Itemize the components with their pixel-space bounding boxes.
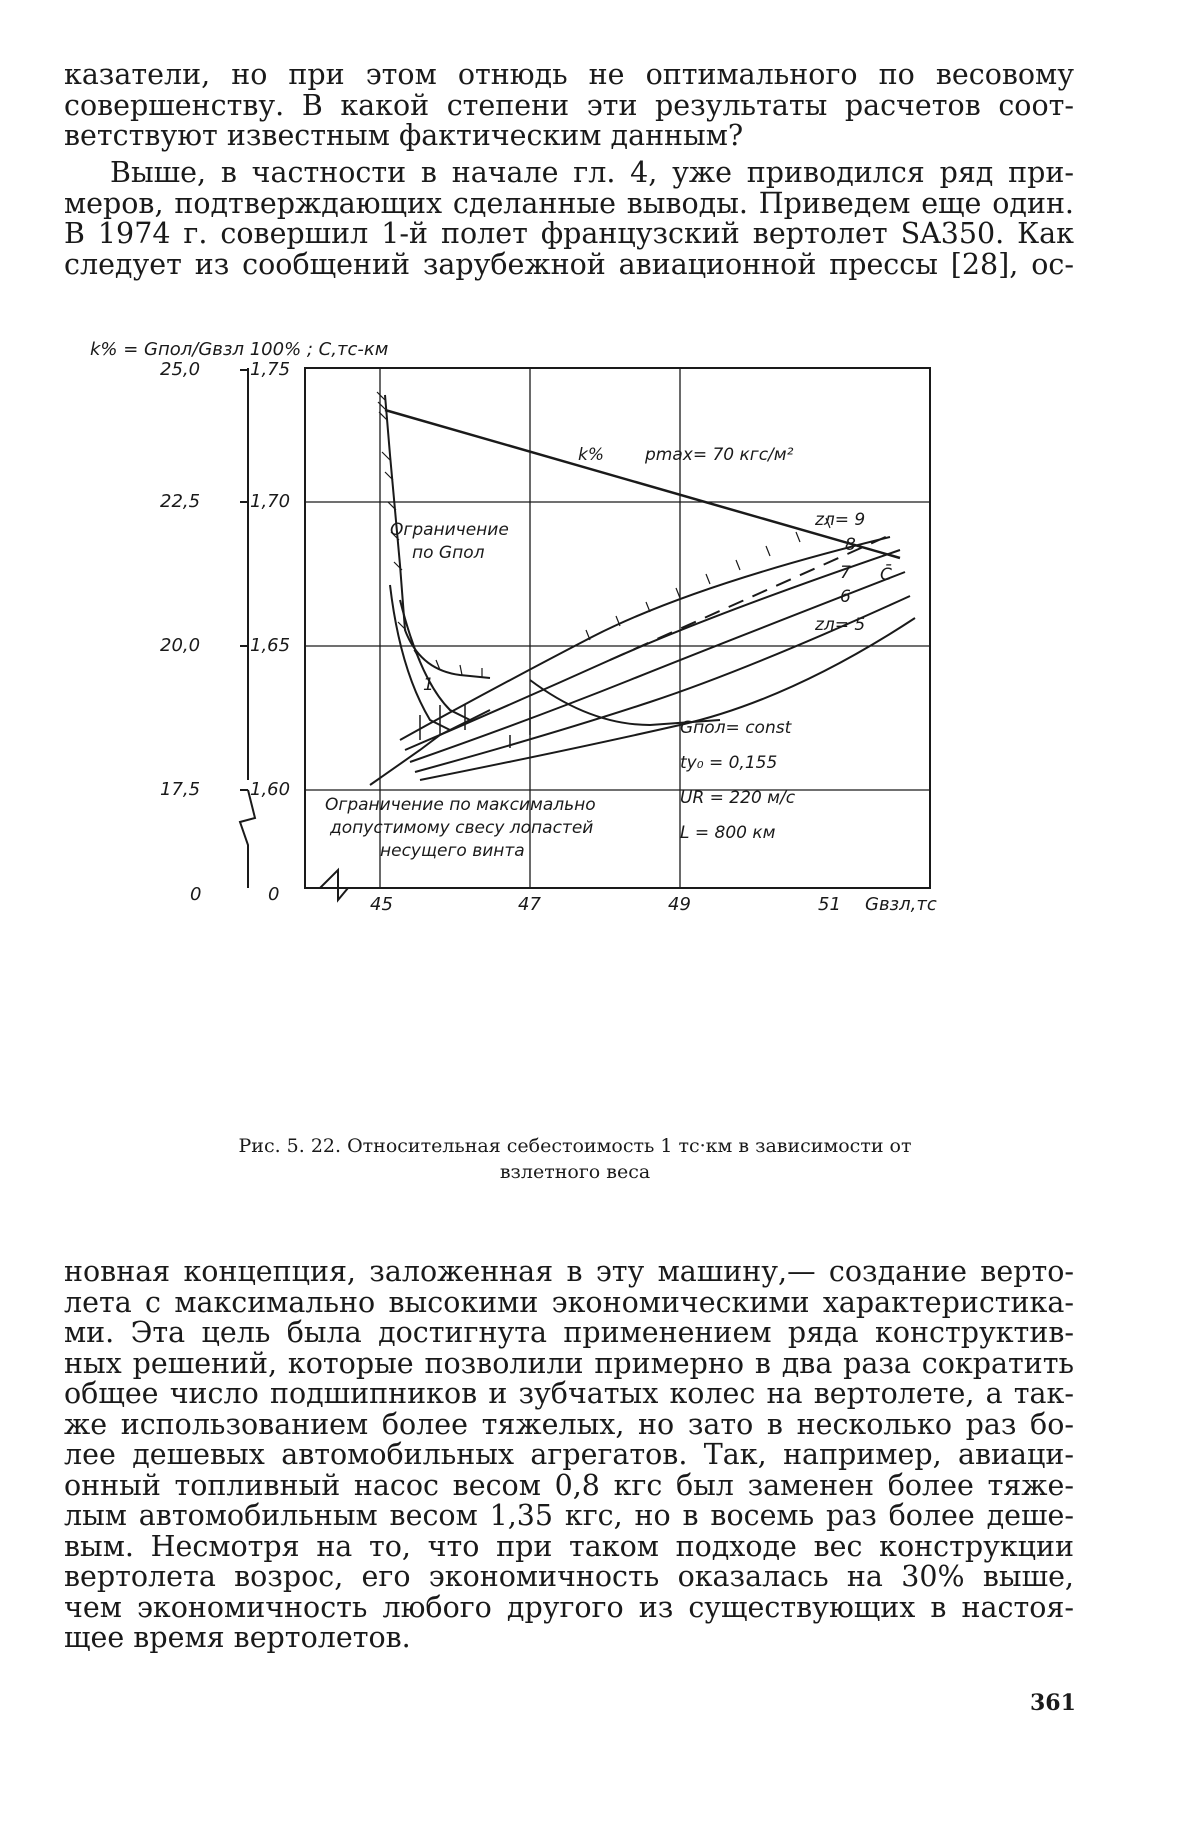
text-line: вым. Несмотря на то, что при таком подходе вес конструкции: [64, 1529, 1074, 1563]
text-line: щее время вертолетов.: [64, 1621, 411, 1654]
text-line: вертолета возрос, его экономичность оказалась на 30% выше,: [64, 1560, 1074, 1593]
low-weight-curve-2: [400, 600, 470, 720]
curve-zl-5: [420, 618, 915, 780]
caption-line: Рис. 5. 22. Относительная себестоимость 1 тс·км в зависимости от: [238, 1135, 912, 1157]
text-line: лым автомобильным весом 1,35 кгс, но в восемь раз более деше-: [64, 1499, 1074, 1532]
text-line: же использованием более тяжелых, но зато в несколько раз бо-: [64, 1407, 1074, 1441]
low-weight-curve: [390, 585, 450, 730]
limit-blade-cross: [420, 705, 530, 748]
label-limit-blade: Ограничение по максимально: [325, 795, 596, 815]
x-tick-label: 45: [370, 894, 393, 915]
text-line: общее число подшипников и зубчатых колес на вертолете, а так-: [64, 1377, 1074, 1410]
page-number: 361: [1030, 1690, 1076, 1716]
x-tick-label: 47: [518, 894, 541, 915]
label-limit-blade: допустимому свесу лопастей: [330, 818, 594, 838]
label-limit-gpol: по Gпол: [412, 543, 485, 563]
y-tick-label-c: 1,65: [250, 635, 291, 656]
ylabel-text: k% = Gпол/Gвзл 100% ; C̄,тс-км: [90, 340, 389, 360]
y-tick-label-k: 17,5: [160, 779, 201, 800]
y-tick-label-k: 25,0: [160, 359, 201, 380]
x-tick-label: 49: [668, 894, 691, 915]
param-ur: UR = 220 м/с: [680, 788, 796, 808]
label-zl-5: zл= 5: [815, 615, 866, 635]
text-line: совершенству. В какой степени эти результаты расчетов соот-: [64, 88, 1074, 122]
label-8: 8: [845, 535, 856, 555]
y-tick-label-k: 22,5: [160, 491, 201, 512]
label-c-bar: C̄: [880, 565, 892, 585]
label-zl-9: zл= 9: [815, 510, 866, 530]
paragraph-sa350-concept: [64, 1257, 1074, 1654]
label-limit-blade: несущего винта: [380, 841, 525, 861]
text-line: ми. Эта цель была достигнута применением ряда конструктив-: [64, 1316, 1074, 1349]
paragraph-sa350-intro: [64, 158, 1074, 280]
text-line: следует из сообщений зарубежной авиационной прессы [28], ос-: [64, 247, 1074, 281]
text-line: Выше, в частности в начале гл. 4, уже приводился ряд при-: [110, 156, 1074, 189]
figure-caption: [110, 1133, 1040, 1185]
text-line: новная концепция, заложенная в эту машину,— создание верто-: [64, 1255, 1074, 1288]
text-line: чем экономичность любого другого из существующих в настоя-: [64, 1590, 1074, 1624]
text-line: лета с максимально высокими экономическими характеристика-: [64, 1285, 1074, 1319]
param-l: L = 800 км: [680, 823, 776, 843]
label-small-1: 1: [423, 675, 434, 695]
y-tick-label-c: 1,75: [250, 359, 291, 380]
curve-zl-8: [405, 550, 900, 750]
x-axis-label: Gвзл,тс: [865, 894, 937, 915]
y-tick-label-c: 1,70: [250, 491, 291, 512]
text-line: В 1974 г. совершил 1-й полет французский вертолет SA350. Как: [64, 217, 1074, 250]
figure-5-22-chart: [90, 340, 1050, 1100]
y-axis-c-left: [240, 368, 255, 888]
caption-line: взлетного веса: [499, 1161, 651, 1183]
paragraph-top-continuation: [64, 60, 1074, 152]
y-tick-label-c: 0: [268, 884, 280, 905]
label-pmax: pmax= 70 кгс/м²: [645, 445, 794, 465]
text-line: ных решений, которые позволили примерно в два раза сократить: [64, 1346, 1074, 1380]
y-tick-label-k: 0: [190, 884, 202, 905]
label-7: 7: [840, 563, 851, 583]
text-line: онный топливный насос весом 0,8 кгс был заменен более тяже-: [64, 1468, 1074, 1502]
label-k-percent: k%: [578, 445, 604, 465]
text-line: ветствуют известным фактическим данным?: [64, 119, 744, 152]
y-tick-label-k: 20,0: [160, 635, 201, 656]
text-line: казатели, но при этом отнюдь не оптимального по весовому: [64, 58, 1074, 91]
ylabel-formula: [90, 340, 388, 360]
label-limit-gpol: Ограничение: [390, 520, 509, 540]
label-6: 6: [840, 587, 851, 607]
x-tick-label: 51: [818, 894, 841, 915]
param-gpol: Gпол= const: [680, 718, 792, 738]
text-line: меров, подтверждающих сделанные выводы. Приведем еще один.: [64, 186, 1074, 220]
x-axis-break: [305, 870, 380, 900]
y-tick-label-c: 1,60: [250, 779, 291, 800]
text-line: лее дешевых автомобильных агрегатов. Так, например, авиаци-: [64, 1438, 1074, 1471]
param-ty0: ty₀ = 0,155: [680, 753, 778, 773]
